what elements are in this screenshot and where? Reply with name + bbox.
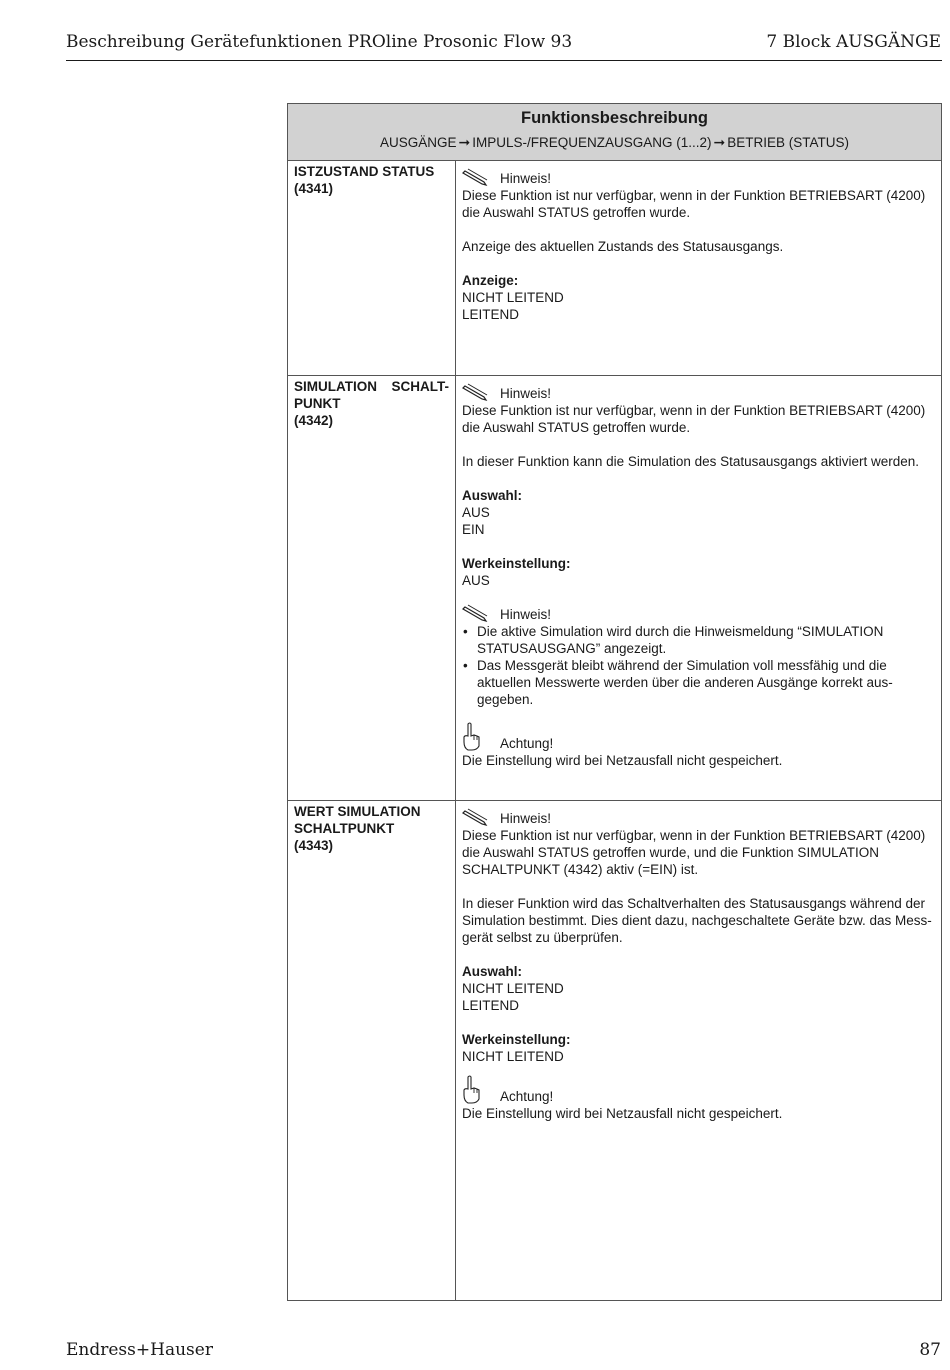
list-item: • Die aktive Simulation wird durch die Hinweismeldung “SIMULATION STATUSAUSGANG” angezeigt. — [477, 623, 935, 657]
menu-path-breadcrumb — [288, 134, 941, 151]
table-row — [288, 161, 941, 376]
arrow-right-icon: ➞ — [458, 134, 471, 150]
option-item: LEITEND — [462, 998, 520, 1013]
function-description: In dieser Funktion kann die Simulation des Statusausgangs aktiviert werden. — [462, 454, 920, 469]
option-item: EIN — [462, 522, 485, 537]
footer-brand: Endress+Hauser — [66, 1340, 213, 1360]
table-row — [288, 376, 941, 801]
caution-label: Achtung! — [500, 1089, 554, 1104]
header-divider — [66, 60, 942, 61]
default-value: AUS — [462, 573, 490, 588]
function-name: ISTZUSTAND STATUS — [294, 164, 435, 179]
pencil-note-icon — [462, 601, 492, 623]
note-label: Hinweis! — [500, 171, 552, 186]
function-code: (4342) — [294, 413, 334, 428]
option-item: NICHT LEITEND — [462, 290, 564, 305]
pointing-hand-icon — [462, 722, 492, 752]
note-text: Diese Funktion ist nur verfügbar, wenn in der Funktion BETRIEBSART (4200) die Auswahl STATUS getroffen wurde. — [462, 188, 926, 220]
function-name-cell — [288, 376, 456, 800]
function-name: PUNKT — [294, 396, 341, 411]
table-row — [288, 801, 941, 1300]
page-number: 87 — [919, 1340, 941, 1360]
option-item: LEITEND — [462, 307, 520, 322]
pencil-note-icon — [462, 805, 492, 827]
note-label: Hinweis! — [500, 386, 552, 401]
caution-text: Die Einstellung wird bei Netzausfall nicht gespeichert. — [462, 753, 783, 768]
breadcrumb-item: BETRIEB (STATUS) — [727, 135, 850, 150]
options-label: Auswahl: — [462, 488, 523, 503]
function-description-cell — [456, 801, 941, 1300]
pointing-hand-icon — [462, 1075, 492, 1105]
option-item: NICHT LEITEND — [462, 981, 564, 996]
note-text: Diese Funktion ist nur verfügbar, wenn in der Funktion BETRIEBSART (4200) die Auswahl STATUS getroffen wurde, und die Funktion SIMULATION SCHALTPUNKT (4342) aktiv (=EIN) ist. — [462, 828, 926, 877]
page-header-title: Beschreibung Gerätefunktionen PROline Prosonic Flow 93 — [66, 32, 573, 52]
function-description-table — [287, 103, 942, 1301]
pencil-note-icon — [462, 165, 492, 187]
function-code: (4343) — [294, 838, 334, 853]
function-code: (4341) — [294, 181, 334, 196]
arrow-right-icon: ➞ — [713, 134, 726, 150]
note-text: Diese Funktion ist nur verfügbar, wenn in der Funktion BETRIEBSART (4200) die Auswahl STATUS getroffen wurde. — [462, 403, 926, 435]
function-name-cell — [288, 801, 456, 1300]
table-title: Funktionsbeschreibung — [520, 109, 708, 127]
default-label: Werkeinstellung: — [462, 556, 571, 571]
breadcrumb-item: IMPULS-/FREQUENZAUSGANG (1...2) — [472, 135, 712, 150]
note-bullet-list — [462, 623, 935, 708]
options-label: Anzeige: — [462, 273, 519, 288]
function-description-cell — [456, 161, 941, 375]
page-header-chapter: 7 Block AUSGÄNGE — [766, 32, 941, 52]
function-description: In dieser Funktion wird das Schaltverhalten des Statusausgangs während der Simulation bestimmt. Dies dient dazu, nachgeschaltete Geräte bzw. das Mess-gerät selbst zu überprüfen. — [462, 896, 932, 945]
function-name: WERT SIMULATION — [294, 804, 421, 819]
function-description: Anzeige des aktuellen Zustands des Statusausgangs. — [462, 239, 784, 254]
default-value: NICHT LEITEND — [462, 1049, 564, 1064]
note-label: Hinweis! — [500, 811, 552, 826]
function-name: SCHALTPUNKT — [294, 821, 395, 836]
caution-label: Achtung! — [500, 736, 554, 751]
function-description-cell — [456, 376, 941, 800]
caution-text: Die Einstellung wird bei Netzausfall nicht gespeichert. — [462, 1106, 783, 1121]
options-label: Auswahl: — [462, 964, 523, 979]
default-label: Werkeinstellung: — [462, 1032, 571, 1047]
table-header — [288, 104, 941, 161]
breadcrumb-item: AUSGÄNGE — [379, 135, 457, 150]
function-name-cell — [288, 161, 456, 375]
pencil-note-icon — [462, 380, 492, 402]
list-item: • Das Messgerät bleibt während der Simulation voll messfähig und die aktuellen Messwerte werden über die anderen Ausgänge korrekt aus-gegeben. — [477, 657, 935, 708]
note-label: Hinweis! — [500, 607, 552, 622]
option-item: AUS — [462, 505, 490, 520]
function-name: SIMULATION SCHALT- — [294, 379, 449, 394]
